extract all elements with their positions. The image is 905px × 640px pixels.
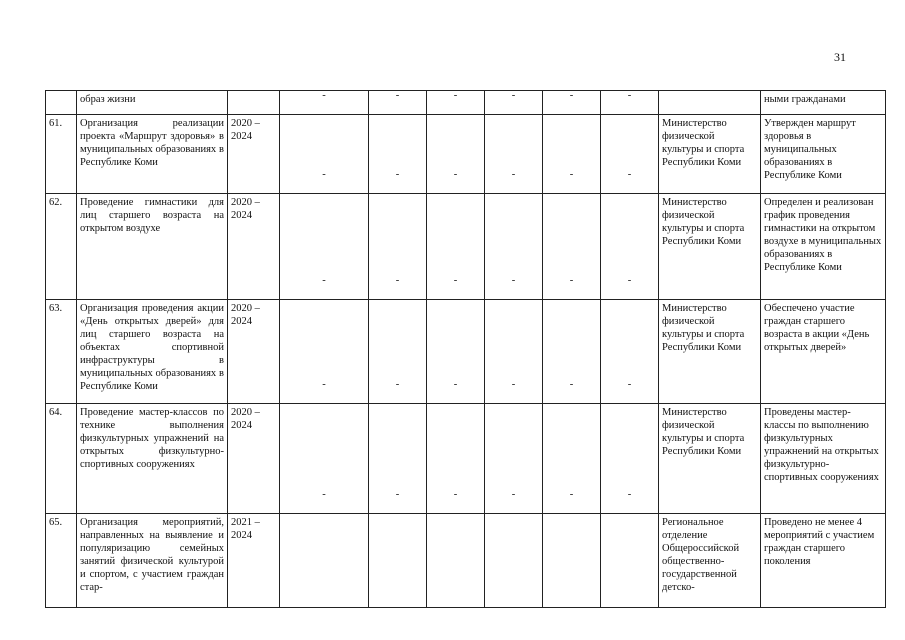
executor-cell: Министерство физической культуры и спорта Республики Коми [659,115,761,194]
value-dash: - [569,489,574,500]
value-cell [601,489,659,608]
number-cell: 63. [46,300,77,404]
value-cell [601,90,659,194]
table-row [46,514,886,608]
value-dash: - [322,379,326,390]
period-cell: 2020 – 2024 [228,404,280,514]
table-row [46,91,886,115]
value-cell [485,489,543,608]
value-dash: - [511,169,516,180]
description-cell: Проведение мастер-классов по технике выполнения физкультурных упражнений на открытых физкультурно-спортивных сооружениях [77,404,228,514]
number-cell [46,91,77,115]
number-cell: 61. [46,115,77,194]
value-dash: - [395,379,400,390]
value-dash: - [511,489,516,500]
result-cell: Проведено не менее 4 мероприятий с участием граждан старшего поколения [761,514,886,608]
table-row [46,115,886,194]
value-cell [369,489,427,608]
value-dash: - [395,275,400,286]
value-dash: - [322,169,326,180]
description-cell: Проведение гимнастики для лиц старшего возраста на открытом воздухе [77,194,228,300]
result-cell: ными гражданами [761,91,886,115]
value-dash: - [569,379,574,390]
value-cell [280,489,369,608]
period-cell: 2020 – 2024 [228,194,280,300]
value-dash: - [569,169,574,180]
value-dash: - [511,275,516,286]
value-dash: - [322,489,326,500]
value-dash: - [395,90,400,101]
description-cell: Организация проведения акции «День открытых дверей» для лиц старшего возраста на объектах спортивной инфраструктуры в муниципальных образованиях в Республике Коми [77,300,228,404]
value-cell [485,90,543,194]
table-row [46,194,886,300]
value-dash: - [627,169,632,180]
period-cell [228,91,280,115]
value-dash: - [453,489,458,500]
executor-cell: Региональное отделение Общероссийской общественно-государственной детско- [659,514,761,608]
value-dash: - [453,90,458,101]
value-dash: - [511,379,516,390]
result-cell: Проведены мастер-классы по выполнению физкультурных упражнений на открытых физкультурно-спортивных сооружениях [761,404,886,514]
value-cell [543,90,601,194]
value-dash: - [453,379,458,390]
value-dash: - [395,169,400,180]
value-dash: - [322,275,326,286]
value-dash: - [569,275,574,286]
result-cell: Утвержден маршрут здоровья в муниципальных образованиях в Республике Коми [761,115,886,194]
period-cell: 2020 – 2024 [228,300,280,404]
value-cell [427,489,485,608]
value-dash: - [322,90,326,101]
number-cell: 65. [46,514,77,608]
number-cell: 64. [46,404,77,514]
value-dash: - [627,489,632,500]
number-cell: 62. [46,194,77,300]
description-cell: Организация мероприятий, направленных на выявление и популяризацию семейных занятий физической культурой и спортом, с участием граждан стар- [77,514,228,608]
period-cell: 2020 – 2024 [228,115,280,194]
value-cell [427,90,485,194]
measures-table [45,90,886,608]
table-row [46,404,886,514]
value-dash: - [627,90,632,101]
value-dash: - [453,275,458,286]
description-cell: образ жизни [77,91,228,115]
value-cell [280,90,369,194]
executor-cell [659,91,761,115]
value-dash: - [395,489,400,500]
result-cell: Определен и реализован график проведения гимнастики на открытом воздухе в муниципальных образованиях в Республике Коми [761,194,886,300]
value-cell [543,489,601,608]
value-dash: - [627,379,632,390]
value-cell [369,90,427,194]
result-cell: Обеспечено участие граждан старшего возраста в акции «День открытых дверей» [761,300,886,404]
value-dash: - [627,275,632,286]
period-cell: 2021 – 2024 [228,514,280,608]
page-number: 31 [834,50,846,64]
executor-cell: Министерство физической культуры и спорта Республики Коми [659,300,761,404]
description-cell: Организация реализации проекта «Маршрут здоровья» в муниципальных образованиях в Республике Коми [77,115,228,194]
value-dash: - [569,90,574,101]
table-row [46,300,886,404]
executor-cell: Министерство физической культуры и спорта Республики Коми [659,194,761,300]
executor-cell: Министерство физической культуры и спорта Республики Коми [659,404,761,514]
value-dash: - [453,169,458,180]
value-dash: - [511,90,516,101]
